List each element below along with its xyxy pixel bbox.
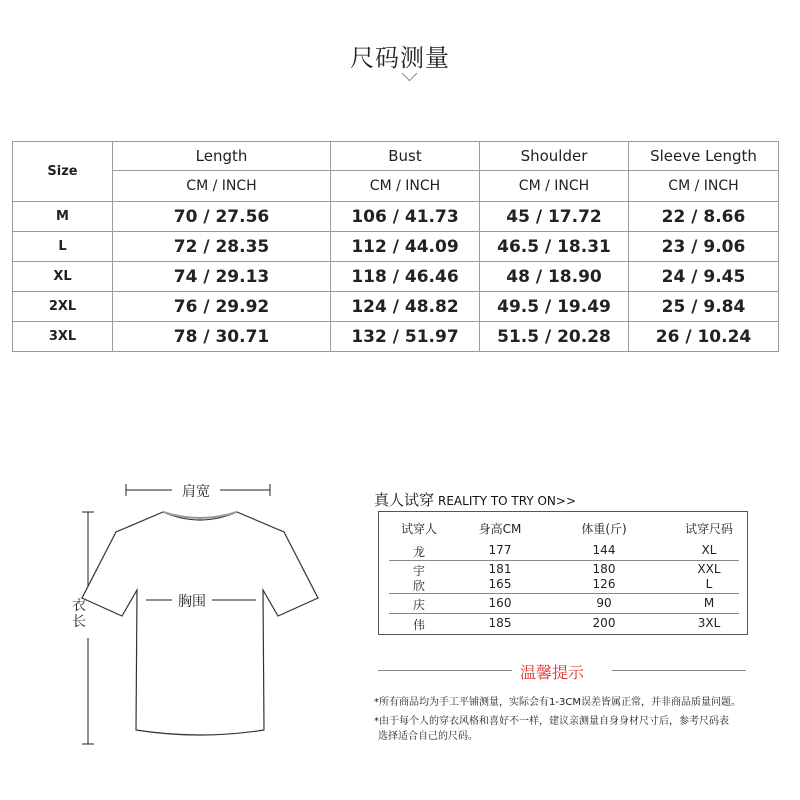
tryon-cell: XXL bbox=[697, 562, 721, 576]
col-header-bust: Bust bbox=[331, 142, 480, 171]
col-header-sleeve-length: Sleeve Length bbox=[629, 142, 779, 171]
value-cell: 76 / 29.92 bbox=[113, 292, 331, 322]
col-header-length: Length bbox=[113, 142, 331, 171]
tryon-cell: 90 bbox=[596, 596, 612, 610]
tryon-cell: 181 bbox=[488, 562, 512, 576]
tryon-table bbox=[378, 511, 748, 635]
tryon-cell: 庆 bbox=[412, 598, 425, 612]
value-cell: 132 / 51.97 bbox=[331, 322, 480, 352]
value-cell: 25 / 9.84 bbox=[629, 292, 779, 322]
tryon-cell: 宇 bbox=[412, 564, 425, 578]
tryon-cell: 3XL bbox=[697, 616, 721, 630]
value-cell: 124 / 48.82 bbox=[331, 292, 480, 322]
tryon-cell: 欣 bbox=[412, 579, 425, 593]
unit-label: CM / INCH bbox=[113, 171, 331, 202]
unit-label: CM / INCH bbox=[480, 171, 629, 202]
chest-label: 胸围 bbox=[178, 594, 206, 610]
tryon-title-en: REALITY TO TRY ON>> bbox=[438, 494, 577, 508]
table-row bbox=[13, 202, 779, 232]
table-row bbox=[13, 232, 779, 262]
table-row bbox=[13, 262, 779, 292]
row-divider bbox=[389, 593, 739, 594]
size-cell: 3XL bbox=[13, 322, 113, 352]
value-cell: 74 / 29.13 bbox=[113, 262, 331, 292]
tryon-cell: 165 bbox=[488, 577, 512, 591]
row-divider bbox=[389, 560, 739, 561]
value-cell: 70 / 27.56 bbox=[113, 202, 331, 232]
tryon-title-cn: 真人试穿 bbox=[374, 491, 435, 509]
table-row bbox=[13, 292, 779, 322]
value-cell: 78 / 30.71 bbox=[113, 322, 331, 352]
length-label: 衣长 bbox=[72, 598, 86, 630]
tips-note-2-line-1: *由于每个人的穿衣风格和喜好不一样，建议亲测量自身身材尺寸后，参考尺码表 bbox=[374, 716, 729, 727]
value-cell: 118 / 46.46 bbox=[331, 262, 480, 292]
page-title: 尺码测量 bbox=[350, 44, 450, 72]
size-cell: XL bbox=[13, 262, 113, 292]
value-cell: 51.5 / 20.28 bbox=[480, 322, 629, 352]
tips-divider-left bbox=[378, 670, 512, 671]
tryon-cell: L bbox=[705, 577, 713, 591]
tryon-cell: 伟 bbox=[412, 618, 425, 632]
tryon-header: 体重(斤) bbox=[581, 522, 627, 536]
value-cell: 106 / 41.73 bbox=[331, 202, 480, 232]
tryon-cell: 144 bbox=[592, 543, 616, 557]
tips-note-1: *所有商品均为手工平铺测量，实际会有1-3CM误差皆属正常，并非商品质量问题。 bbox=[374, 697, 741, 708]
size-table bbox=[12, 141, 779, 352]
tryon-title bbox=[374, 489, 576, 510]
table-row bbox=[13, 322, 779, 352]
col-header-shoulder: Shoulder bbox=[480, 142, 629, 171]
size-cell: M bbox=[13, 202, 113, 232]
tryon-header: 身高CM bbox=[478, 522, 522, 536]
size-header: Size bbox=[13, 142, 113, 202]
tryon-cell: 200 bbox=[592, 616, 616, 630]
size-cell: 2XL bbox=[13, 292, 113, 322]
unit-label: CM / INCH bbox=[331, 171, 480, 202]
tips-divider-right bbox=[612, 670, 746, 671]
tryon-header: 试穿人 bbox=[400, 522, 437, 536]
tryon-cell: M bbox=[703, 596, 715, 610]
value-cell: 26 / 10.24 bbox=[629, 322, 779, 352]
size-cell: L bbox=[13, 232, 113, 262]
tshirt-icon bbox=[60, 478, 350, 753]
value-cell: 23 / 9.06 bbox=[629, 232, 779, 262]
value-cell: 49.5 / 19.49 bbox=[480, 292, 629, 322]
tips-note-2-line-2: 选择适合自己的尺码。 bbox=[378, 731, 478, 742]
value-cell: 45 / 17.72 bbox=[480, 202, 629, 232]
unit-label: CM / INCH bbox=[629, 171, 779, 202]
tryon-cell: 185 bbox=[488, 616, 512, 630]
tryon-cell: 160 bbox=[488, 596, 512, 610]
value-cell: 72 / 28.35 bbox=[113, 232, 331, 262]
tryon-cell: 126 bbox=[592, 577, 616, 591]
value-cell: 22 / 8.66 bbox=[629, 202, 779, 232]
tryon-cell: 177 bbox=[488, 543, 512, 557]
shoulder-label: 肩宽 bbox=[182, 484, 210, 500]
tryon-cell: XL bbox=[701, 543, 717, 557]
value-cell: 48 / 18.90 bbox=[480, 262, 629, 292]
tshirt-diagram bbox=[60, 478, 350, 753]
value-cell: 24 / 9.45 bbox=[629, 262, 779, 292]
tryon-header: 试穿尺码 bbox=[684, 522, 733, 536]
value-cell: 46.5 / 18.31 bbox=[480, 232, 629, 262]
tryon-cell: 龙 bbox=[412, 545, 425, 559]
tryon-cell: 180 bbox=[592, 562, 616, 576]
value-cell: 112 / 44.09 bbox=[331, 232, 480, 262]
tips-title: 温馨提示 bbox=[520, 663, 585, 682]
row-divider bbox=[389, 613, 739, 614]
